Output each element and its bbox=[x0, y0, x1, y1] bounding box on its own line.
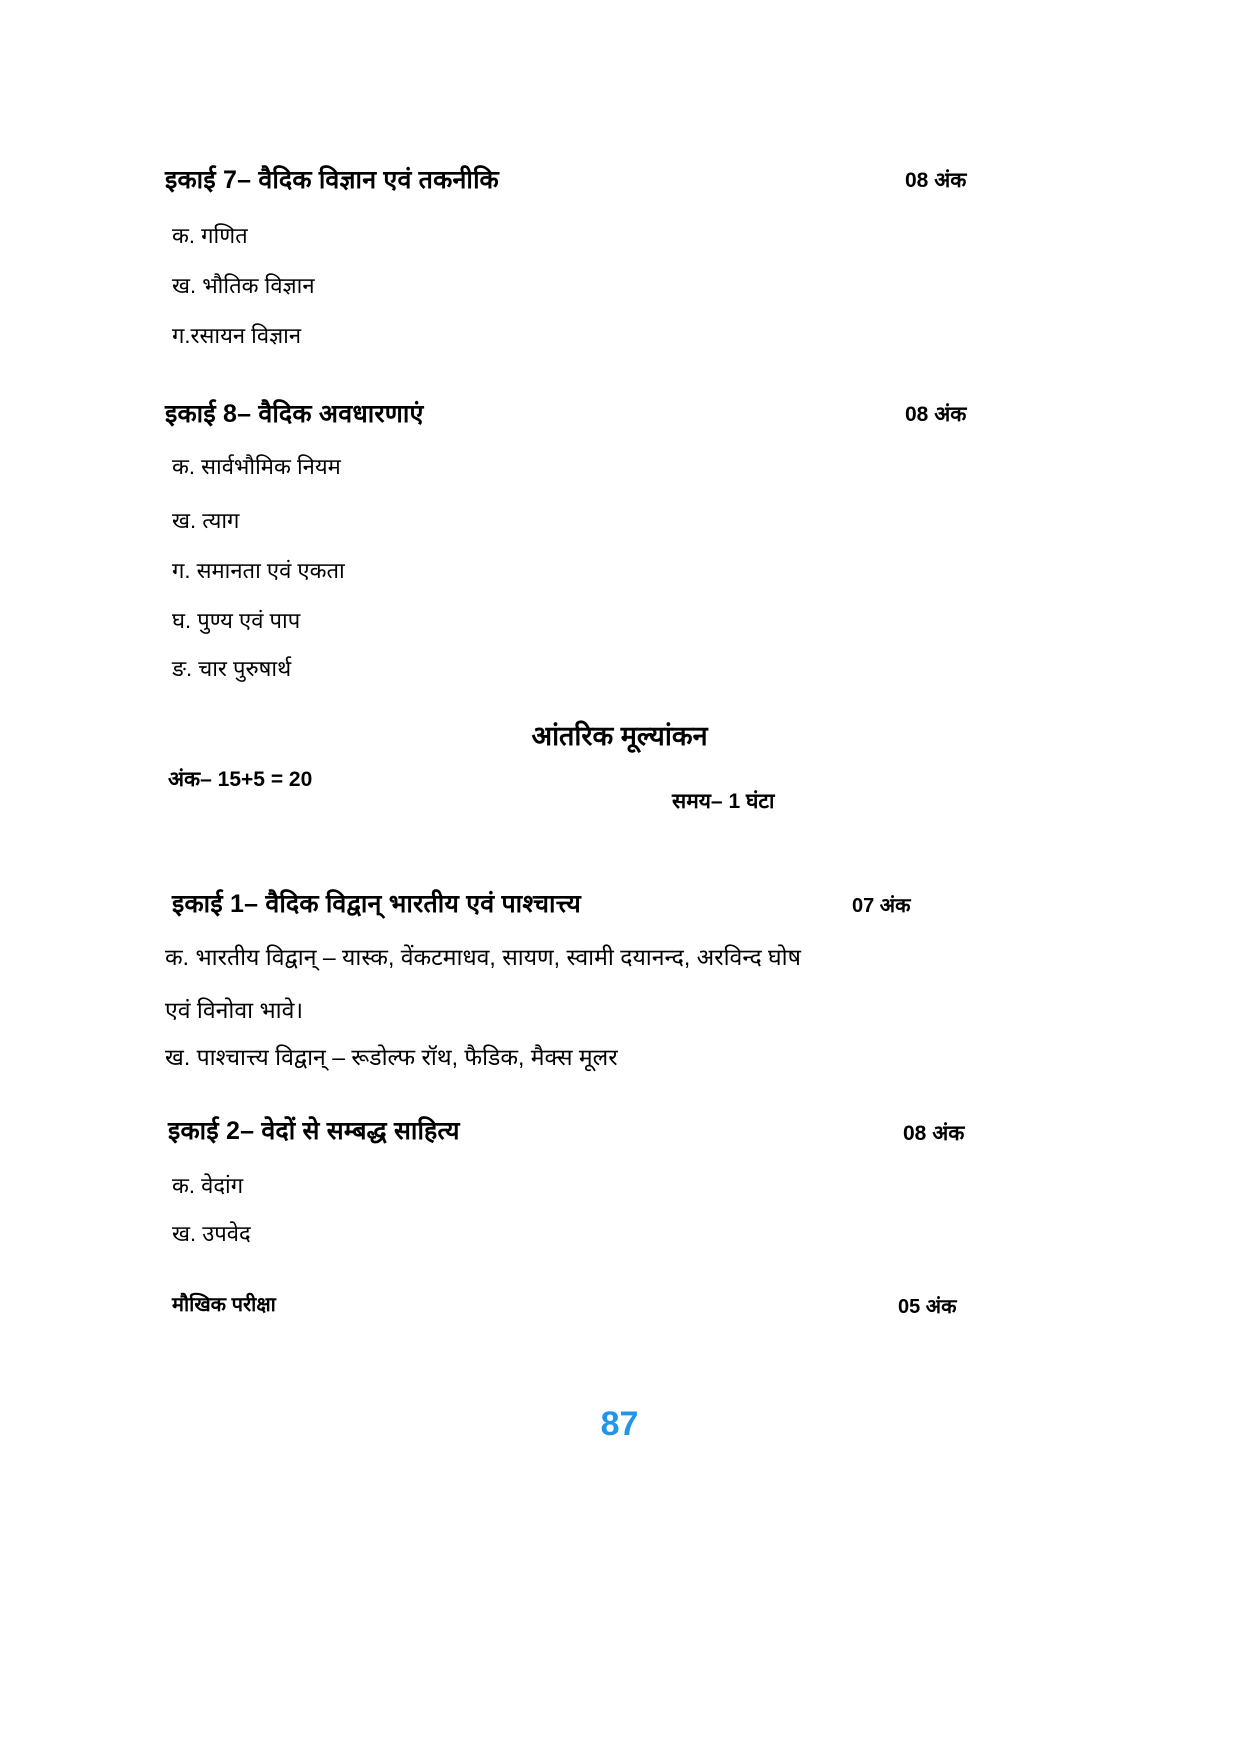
ia-unit-2-item-2: ख. उपवेद bbox=[172, 1221, 251, 1246]
unit-7-item-2: ख. भौतिक विज्ञान bbox=[172, 273, 315, 298]
unit-7-marks: 08 अंक bbox=[905, 169, 967, 192]
unit-8-item-3: ग. समानता एवं एकता bbox=[172, 558, 345, 583]
ia-unit-1-line-2: एवं विनोवा भावे। bbox=[165, 997, 304, 1023]
unit-7-item-3: ग.रसायन विज्ञान bbox=[172, 323, 302, 348]
unit-8-title: इकाई 8– वैदिक अवधारणाएं bbox=[165, 400, 424, 428]
ia-unit-2-item-1: क. वेदांग bbox=[172, 1173, 244, 1198]
unit-8-item-2: ख. त्याग bbox=[172, 508, 240, 533]
ia-unit-2-heading-row bbox=[168, 1113, 460, 1147]
oral-exam-label: मौखिक परीक्षा bbox=[172, 1294, 276, 1316]
ia-unit-1-line-3: ख. पाश्चात्त्य विद्वान् – रूडोल्फ रॉथ, फैडिक, मैक्स मूलर bbox=[165, 1044, 618, 1070]
unit-8-marks: 08 अंक bbox=[905, 403, 967, 426]
ia-unit-1-heading-row bbox=[172, 886, 581, 920]
unit-8-item-1: क. सार्वभौमिक नियम bbox=[172, 454, 341, 479]
internal-assessment-marks: अंक– 15+5 = 20 bbox=[168, 768, 313, 791]
unit-7-title: इकाई 7– वैदिक विज्ञान एवं तकनीकि bbox=[165, 166, 499, 194]
oral-exam-marks: 05 अंक bbox=[898, 1296, 957, 1318]
ia-unit-1-line-1: क. भारतीय विद्वान् – यास्क, वेंकटमाधव, सायण, स्वामी दयानन्द, अरविन्द घोष bbox=[165, 944, 801, 970]
ia-unit-2-title: इकाई 2– वेदों से सम्बद्ध साहित्य bbox=[168, 1117, 460, 1145]
unit-8-item-4: घ. पुण्य एवं पाप bbox=[172, 608, 301, 633]
ia-unit-2-marks: 08 अंक bbox=[903, 1122, 965, 1145]
unit-8-item-5: ङ. चार पुरुषार्थ bbox=[172, 656, 292, 681]
page-number: 87 bbox=[600, 1405, 639, 1443]
internal-assessment-heading: आंतरिक मूल्यांकन bbox=[531, 721, 708, 751]
internal-assessment-time: समय– 1 घंटा bbox=[672, 790, 775, 813]
unit-7-item-1: क. गणित bbox=[172, 223, 248, 248]
ia-unit-1-marks: 07 अंक bbox=[852, 895, 911, 917]
ia-unit-1-title: इकाई 1– वैदिक विद्वान् भारतीय एवं पाश्चात्त्य bbox=[172, 890, 581, 918]
